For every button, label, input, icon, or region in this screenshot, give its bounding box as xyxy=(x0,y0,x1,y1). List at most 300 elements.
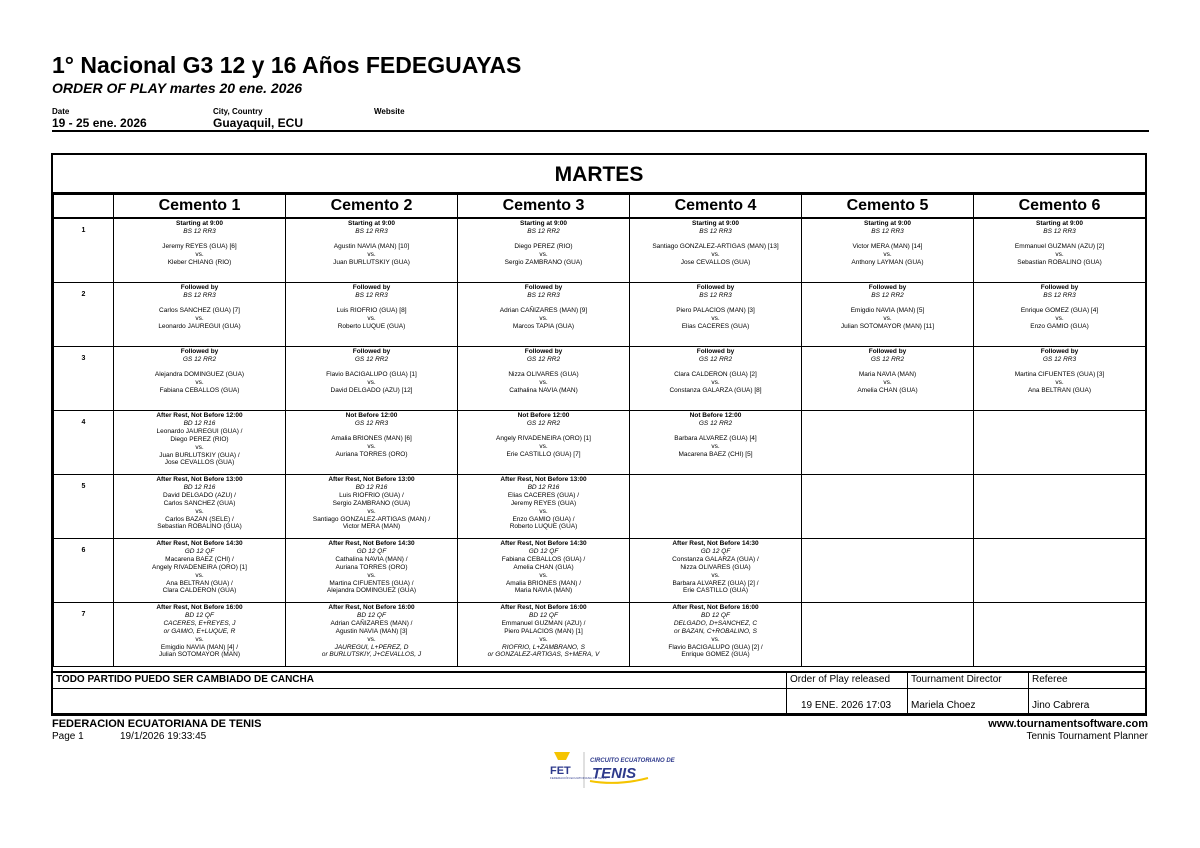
match-cell xyxy=(802,411,974,475)
spacer xyxy=(114,236,285,243)
match-event: BS 12 RR3 xyxy=(355,227,388,235)
software-name: Tennis Tournament Planner xyxy=(1026,731,1148,742)
player-line: Sergio ZAMBRANO (GUA) xyxy=(504,258,583,266)
vs-separator: vs. xyxy=(195,250,204,258)
match-event: BD 12 QF xyxy=(529,611,558,619)
player-line: Emmanuel GUZMAN (AZU) / xyxy=(501,619,586,627)
player-line: Constanza GALARZA (GUA) / xyxy=(672,555,759,563)
spacer xyxy=(286,364,457,371)
player-line: CACERES, E+REYES, J xyxy=(163,619,236,627)
fet-logo-subtext: FEDERACIÓN ECUATORIANA DE TENIS xyxy=(550,776,607,780)
spacer xyxy=(630,300,801,307)
match-time: Followed by xyxy=(524,348,563,355)
player-line: Cathalina NAVIA (MAN) / xyxy=(335,555,408,563)
match-event: BS 12 RR3 xyxy=(1043,291,1076,299)
vs-separator: vs. xyxy=(883,378,892,386)
page-number: Page 1 xyxy=(52,731,84,742)
player-line: Nizza OLIVARES (GUA) xyxy=(508,370,579,378)
match-cell[interactable] xyxy=(458,539,630,603)
spacer xyxy=(974,300,1145,307)
schedule-row xyxy=(54,603,1146,667)
match-event: GS 12 RR3 xyxy=(354,419,389,427)
director-value: Mariela Choez xyxy=(911,700,976,711)
match-time: Followed by xyxy=(352,284,391,291)
match-cell[interactable] xyxy=(114,539,286,603)
player-line: Angely RIVADENEIRA (ORO) [1] xyxy=(496,434,591,442)
spacer xyxy=(458,236,629,243)
vs-separator: vs. xyxy=(711,314,720,322)
player-line: Amelia CHAN (GUA) xyxy=(513,563,574,571)
match-event: GD 12 QF xyxy=(184,547,215,555)
match-time: After Rest, Not Before 13:00 xyxy=(328,476,415,483)
match-event: BD 12 QF xyxy=(185,611,214,619)
match-event: BS 12 RR3 xyxy=(183,291,216,299)
player-line: Elias CACERES (GUA) xyxy=(681,322,750,330)
match-time: Followed by xyxy=(868,284,907,291)
match-time: Followed by xyxy=(696,348,735,355)
city-label: City, Country xyxy=(213,107,263,116)
player-line: Emigdio NAVIA (MAN) [5] xyxy=(850,306,925,314)
match-cell[interactable] xyxy=(630,539,802,603)
match-cell[interactable] xyxy=(458,347,630,411)
vs-separator: vs. xyxy=(539,378,548,386)
match-time: Followed by xyxy=(868,348,907,355)
player-line: Carlos BAZAN (SELE) / xyxy=(165,515,234,523)
match-time: Not Before 12:00 xyxy=(517,412,570,419)
vs-separator: vs. xyxy=(711,571,720,579)
order-of-play-subtitle: ORDER OF PLAY martes 20 ene. 2026 xyxy=(52,80,303,96)
match-event: GS 12 RR2 xyxy=(870,355,905,363)
footer-divider xyxy=(53,688,1145,689)
schedule-row xyxy=(54,347,1146,411)
match-time: After Rest, Not Before 16:00 xyxy=(328,604,415,611)
website-link[interactable]: www.tournamentsoftware.com xyxy=(988,718,1148,730)
player-line: Alejandra DOMINGUEZ (GUA) xyxy=(326,587,417,595)
match-event: BS 12 RR2 xyxy=(527,227,560,235)
match-cell[interactable] xyxy=(286,283,458,347)
player-line: Auriana TORRES (ORO) xyxy=(335,450,408,458)
spacer xyxy=(458,300,629,307)
vs-separator: vs. xyxy=(195,314,204,322)
player-line: Fabiana CEBALLOS (GUA) / xyxy=(501,555,586,563)
vs-separator: vs. xyxy=(1055,250,1064,258)
player-line: Jeremy REYES (GUA) [6] xyxy=(162,242,237,250)
fet-logo-icon xyxy=(548,748,675,794)
vs-separator: vs. xyxy=(195,443,204,451)
match-cell[interactable] xyxy=(286,603,458,667)
court-header-3: Cemento 3 xyxy=(458,195,630,219)
player-line: Cathalina NAVIA (MAN) xyxy=(509,386,578,394)
match-time: Starting at 9:00 xyxy=(864,220,911,227)
match-cell xyxy=(974,411,1146,475)
player-line: Victor MERA (MAN) xyxy=(342,523,401,531)
director-label: Tournament Director xyxy=(911,674,1002,685)
header-divider xyxy=(52,130,1149,132)
spacer xyxy=(286,236,457,243)
player-line: Ana BELTRAN (GUA) / xyxy=(166,579,233,587)
player-line: Maria NAVIA (MAN) xyxy=(514,587,573,595)
match-cell[interactable] xyxy=(114,283,286,347)
match-time: Starting at 9:00 xyxy=(176,220,223,227)
player-line: Diego PEREZ (RIO) xyxy=(514,242,573,250)
match-time: After Rest, Not Before 16:00 xyxy=(500,604,587,611)
match-cell[interactable] xyxy=(458,411,630,475)
match-time: Not Before 12:00 xyxy=(345,412,398,419)
vs-separator: vs. xyxy=(539,314,548,322)
vs-separator: vs. xyxy=(883,314,892,322)
player-line: Sebastian ROBALINO (GUA) xyxy=(1017,258,1102,266)
spacer xyxy=(802,236,973,243)
footer-col-divider-2 xyxy=(907,673,908,714)
court-header-2: Cemento 2 xyxy=(286,195,458,219)
row-number: 6 xyxy=(54,539,114,603)
player-line: Ana BELTRAN (GUA) xyxy=(1027,386,1092,394)
player-line: Sebastian ROBALINO (GUA) xyxy=(157,523,242,531)
player-line: Amalia BRIONES (MAN) [6] xyxy=(331,434,412,442)
player-line: Angely RIVADENEIRA (ORO) [1] xyxy=(152,563,247,571)
schedule-row xyxy=(54,218,1146,283)
player-line: Victor MERA (MAN) [14] xyxy=(852,242,923,250)
player-line: Emmanuel GUZMAN (AZU) [2] xyxy=(1014,242,1105,250)
match-event: GS 12 RR2 xyxy=(526,419,561,427)
player-line: Fabiana CEBALLOS (GUA) xyxy=(159,386,240,394)
match-event: BD 12 R16 xyxy=(527,483,560,491)
spacer xyxy=(802,364,973,371)
match-cell[interactable] xyxy=(286,218,458,283)
player-line: Juan BURLUTSKIY (GUA) xyxy=(333,258,410,266)
match-time: Followed by xyxy=(352,348,391,355)
match-event: GS 12 RR2 xyxy=(698,419,733,427)
spacer xyxy=(630,236,801,243)
match-event: BD 12 QF xyxy=(701,611,730,619)
player-line: Maria NAVIA (MAN) xyxy=(858,370,917,378)
spacer xyxy=(458,428,629,435)
match-time: Followed by xyxy=(180,348,219,355)
match-event: BD 12 R16 xyxy=(183,483,216,491)
player-line: Enzo GAMIO (GUA) / xyxy=(512,515,575,523)
vs-separator: vs. xyxy=(195,378,204,386)
date-label: Date xyxy=(52,107,70,116)
match-cell[interactable] xyxy=(802,283,974,347)
player-line: Barbara ALVAREZ (GUA) [2] / xyxy=(672,579,759,587)
vs-separator: vs. xyxy=(367,314,376,322)
player-line: Alejandra DOMINGUEZ (GUA) xyxy=(154,370,245,378)
player-line: Piero PALACIOS (MAN) [3] xyxy=(676,306,755,314)
print-timestamp: 19/1/2026 19:33:45 xyxy=(120,731,207,742)
player-line: Erie CASTILLO (GUA) xyxy=(682,587,748,595)
player-line: Auriana TORRES (ORO) xyxy=(335,563,408,571)
player-line: Roberto LUQUE (GUA) xyxy=(509,523,578,531)
player-line: Julian SOTOMAYOR (MAN) xyxy=(158,651,241,659)
match-cell[interactable] xyxy=(286,475,458,539)
match-cell[interactable] xyxy=(630,411,802,475)
match-time: Starting at 9:00 xyxy=(1036,220,1083,227)
player-line: Barbara ALVAREZ (GUA) [4] xyxy=(674,434,757,442)
match-event: BD 12 R16 xyxy=(183,419,216,427)
court-header-1: Cemento 1 xyxy=(114,195,286,219)
row-number: 4 xyxy=(54,411,114,475)
schedule-body xyxy=(54,218,1146,667)
schedule-row xyxy=(54,539,1146,603)
player-line: Jose CEVALLOS (GUA) xyxy=(680,258,751,266)
tenis-logo-text: TENIS xyxy=(592,765,637,782)
player-line: or GAMIO, E+LUQUE, R xyxy=(163,627,236,635)
player-line: Leonardo JAUREGUI (GUA) / xyxy=(156,427,243,435)
player-line: Luis RIOFRIO (GUA) [8] xyxy=(336,306,407,314)
player-line: Kleber CHIANG (RIO) xyxy=(167,258,232,266)
tournament-title: 1° Nacional G3 12 y 16 Años FEDEGUAYAS xyxy=(52,52,522,78)
match-event: GD 12 QF xyxy=(528,547,559,555)
player-line: Clara CALDERON (GUA) xyxy=(162,587,237,595)
vs-separator: vs. xyxy=(539,442,548,450)
match-cell[interactable] xyxy=(114,218,286,283)
player-line: Amalia BRIONES (MAN) / xyxy=(505,579,582,587)
match-event: GS 12 RR2 xyxy=(698,355,733,363)
footer-col-divider-3 xyxy=(1028,673,1029,714)
vs-separator: vs. xyxy=(711,250,720,258)
vs-separator: vs. xyxy=(195,635,204,643)
court-header-row xyxy=(54,195,1146,219)
player-line: Amelia CHAN (GUA) xyxy=(857,386,918,394)
player-line: Roberto LUQUE (GUA) xyxy=(337,322,406,330)
player-line: Clara CALDERON (GUA) [2] xyxy=(674,370,757,378)
released-value: 19 ENE. 2026 17:03 xyxy=(801,700,892,711)
match-cell[interactable] xyxy=(114,603,286,667)
referee-value: Jino Cabrera xyxy=(1032,700,1090,711)
schedule-row xyxy=(54,283,1146,347)
player-line: Martina CIFUENTES (GUA) / xyxy=(329,579,414,587)
player-line: Adrian CAÑIZARES (MAN) / xyxy=(330,619,413,627)
match-cell[interactable] xyxy=(458,475,630,539)
match-cell[interactable] xyxy=(974,347,1146,411)
player-line: Agustin NAVIA (MAN) [10] xyxy=(333,242,410,250)
vs-separator: vs. xyxy=(711,442,720,450)
spacer xyxy=(286,300,457,307)
match-event: BS 12 RR3 xyxy=(355,291,388,299)
match-event: BD 12 QF xyxy=(357,611,386,619)
footer-col-divider-1 xyxy=(786,673,787,714)
federation-name: FEDERACION ECUATORIANA DE TENIS xyxy=(52,718,262,730)
match-cell[interactable] xyxy=(114,411,286,475)
row-number: 5 xyxy=(54,475,114,539)
city-value: Guayaquil, ECU xyxy=(213,116,304,130)
match-cell[interactable] xyxy=(114,347,286,411)
player-line: David DELGADO (AZU) [12] xyxy=(330,386,413,394)
match-time: After Rest, Not Before 13:00 xyxy=(156,476,243,483)
vs-separator: vs. xyxy=(1055,378,1064,386)
match-time: Starting at 9:00 xyxy=(520,220,567,227)
vs-separator: vs. xyxy=(711,635,720,643)
match-time: Starting at 9:00 xyxy=(348,220,395,227)
player-line: David DELGADO (AZU) / xyxy=(163,491,236,499)
match-time: Starting at 9:00 xyxy=(692,220,739,227)
match-time: After Rest, Not Before 14:30 xyxy=(156,540,243,547)
player-line: Anthony LAYMAN (GUA) xyxy=(851,258,924,266)
vs-separator: vs. xyxy=(539,250,548,258)
player-line: Carlos SANCHEZ (GUA) [7] xyxy=(159,306,240,314)
match-cell[interactable] xyxy=(974,283,1146,347)
player-line: Marcos TAPIA (GUA) xyxy=(512,322,575,330)
spacer xyxy=(802,300,973,307)
player-line: Adrian CAÑIZARES (MAN) [9] xyxy=(499,306,588,314)
match-event: GD 12 QF xyxy=(356,547,387,555)
match-cell[interactable] xyxy=(286,347,458,411)
spacer xyxy=(286,428,457,435)
match-time: After Rest, Not Before 14:30 xyxy=(672,540,759,547)
referee-label: Referee xyxy=(1032,674,1068,685)
spacer xyxy=(458,364,629,371)
sponsor-logos xyxy=(548,748,675,794)
player-line: Agustin NAVIA (MAN) [3] xyxy=(335,627,408,635)
player-line: Martina CIFUENTES (GUA) [3] xyxy=(1014,370,1105,378)
match-time: After Rest, Not Before 16:00 xyxy=(672,604,759,611)
vs-separator: vs. xyxy=(367,635,376,643)
circuito-logo-text: CIRCUITO ECUATORIANO DE xyxy=(590,758,675,764)
player-line: Sergio ZAMBRANO (GUA) xyxy=(332,499,411,507)
vs-separator: vs. xyxy=(1055,314,1064,322)
vs-separator: vs. xyxy=(539,635,548,643)
match-time: After Rest, Not Before 14:30 xyxy=(328,540,415,547)
player-line: Jose CEVALLOS (GUA) xyxy=(164,459,235,467)
vs-separator: vs. xyxy=(195,571,204,579)
match-event: GS 12 RR2 xyxy=(354,355,389,363)
player-line: Luis RIOFRIO (GUA) / xyxy=(339,491,404,499)
match-event: BD 12 R16 xyxy=(355,483,388,491)
match-event: GS 12 RR3 xyxy=(1042,355,1077,363)
match-cell[interactable] xyxy=(802,218,974,283)
row-number: 3 xyxy=(54,347,114,411)
vs-separator: vs. xyxy=(367,571,376,579)
court-header-6: Cemento 6 xyxy=(974,195,1146,219)
match-cell[interactable] xyxy=(802,347,974,411)
spacer xyxy=(974,364,1145,371)
match-event: BS 12 RR3 xyxy=(527,291,560,299)
spacer xyxy=(974,236,1145,243)
match-time: Followed by xyxy=(1040,284,1079,291)
vs-separator: vs. xyxy=(539,571,548,579)
player-line: Elias CACERES (GUA) / xyxy=(507,491,580,499)
match-cell[interactable] xyxy=(630,218,802,283)
player-line: Santiago GONZALEZ-ARTIGAS (MAN) / xyxy=(312,515,431,523)
match-cell[interactable] xyxy=(974,218,1146,283)
order-of-play-grid xyxy=(51,153,1147,715)
match-cell[interactable] xyxy=(286,411,458,475)
match-time: After Rest, Not Before 12:00 xyxy=(156,412,243,419)
match-time: After Rest, Not Before 13:00 xyxy=(500,476,587,483)
schedule-row xyxy=(54,475,1146,539)
player-line: Nizza OLIVARES (GUA) xyxy=(680,563,751,571)
player-line: DELGADO, D+SANCHEZ, C xyxy=(673,619,758,627)
match-cell xyxy=(802,475,974,539)
player-line: Macarena BAEZ (CHI) [5] xyxy=(678,450,753,458)
match-event: BS 12 RR2 xyxy=(871,291,904,299)
row-number: 7 xyxy=(54,603,114,667)
match-event: BS 12 RR3 xyxy=(871,227,904,235)
match-cell[interactable] xyxy=(114,475,286,539)
match-event: GS 12 RR2 xyxy=(182,355,217,363)
match-time: Followed by xyxy=(696,284,735,291)
player-line: Erie CASTILLO (GUA) [7] xyxy=(506,450,581,458)
vs-separator: vs. xyxy=(883,250,892,258)
released-label: Order of Play released xyxy=(790,674,891,685)
court-header-4: Cemento 4 xyxy=(630,195,802,219)
match-event: BS 12 RR3 xyxy=(699,291,732,299)
player-line: Jeremy REYES (GUA) xyxy=(510,499,577,507)
court-header-5: Cemento 5 xyxy=(802,195,974,219)
vs-separator: vs. xyxy=(539,507,548,515)
match-event: GD 12 QF xyxy=(700,547,731,555)
court-change-notice: TODO PARTIDO PUEDO SER CAMBIADO DE CANCHA xyxy=(56,674,314,685)
match-cell[interactable] xyxy=(630,603,802,667)
schedule-table xyxy=(53,194,1146,667)
player-line: Diego PEREZ (RIO) xyxy=(170,435,229,443)
corner-cell xyxy=(54,195,114,219)
player-line: Macarena BAEZ (CHI) / xyxy=(165,555,234,563)
player-line: Constanza GALARZA (GUA) [8] xyxy=(669,386,762,394)
row-number: 2 xyxy=(54,283,114,347)
player-line: RIOFRIO, L+ZAMBRANO, S xyxy=(502,643,585,651)
match-time: After Rest, Not Before 14:30 xyxy=(500,540,587,547)
player-line: Enrique GOMEZ (GUA) xyxy=(681,651,750,659)
vs-separator: vs. xyxy=(367,378,376,386)
player-line: Enzo GAMIO (GUA) xyxy=(1030,322,1089,330)
website-label: Website xyxy=(374,107,405,116)
player-line: Santiago GONZALEZ-ARTIGAS (MAN) [13] xyxy=(652,242,779,250)
footer-info-block xyxy=(51,671,1147,716)
match-time: Followed by xyxy=(524,284,563,291)
row-number: 1 xyxy=(54,218,114,283)
match-cell xyxy=(974,539,1146,603)
match-cell[interactable] xyxy=(630,347,802,411)
match-time: Not Before 12:00 xyxy=(689,412,742,419)
schedule-row xyxy=(54,411,1146,475)
day-title: MARTES xyxy=(53,155,1145,194)
player-line: Enrique GOMEZ (GUA) [4] xyxy=(1020,306,1099,314)
date-value: 19 - 25 ene. 2026 xyxy=(52,116,147,130)
match-cell[interactable] xyxy=(458,218,630,283)
match-time: Followed by xyxy=(180,284,219,291)
vs-separator: vs. xyxy=(711,378,720,386)
player-line: JAUREGUI, L+PEREZ, D xyxy=(334,643,409,651)
match-time: After Rest, Not Before 16:00 xyxy=(156,604,243,611)
match-event: BS 12 RR3 xyxy=(183,227,216,235)
match-event: BS 12 RR3 xyxy=(699,227,732,235)
match-event: BS 12 RR3 xyxy=(1043,227,1076,235)
spacer xyxy=(114,300,285,307)
match-cell[interactable] xyxy=(458,603,630,667)
match-cell[interactable] xyxy=(286,539,458,603)
player-line: Leonardo JAUREGUI (GUA) xyxy=(158,322,241,330)
match-cell xyxy=(802,539,974,603)
spacer xyxy=(630,364,801,371)
player-line: Flavio BACIGALUPO (GUA) [2] / xyxy=(668,643,763,651)
player-line: Carlos SANCHEZ (GUA) xyxy=(163,499,236,507)
vs-separator: vs. xyxy=(367,507,376,515)
vs-separator: vs. xyxy=(367,250,376,258)
spacer xyxy=(630,428,801,435)
fet-logo-text: FET xyxy=(550,765,571,777)
player-line: Julian SOTOMAYOR (MAN) [11] xyxy=(840,322,935,330)
player-line: Juan BURLUTSKIY (GUA) / xyxy=(159,451,240,459)
spacer xyxy=(114,364,285,371)
player-line: Flavio BACIGALUPO (GUA) [1] xyxy=(326,370,417,378)
player-line: or GONZALEZ-ARTIGAS, S+MERA, V xyxy=(487,651,600,659)
player-line: Piero PALACIOS (MAN) [1] xyxy=(504,627,583,635)
match-cell[interactable] xyxy=(630,283,802,347)
player-line: or BAZAN, C+ROBALINO, S xyxy=(674,627,757,635)
match-event: GS 12 RR2 xyxy=(526,355,561,363)
match-cell[interactable] xyxy=(458,283,630,347)
